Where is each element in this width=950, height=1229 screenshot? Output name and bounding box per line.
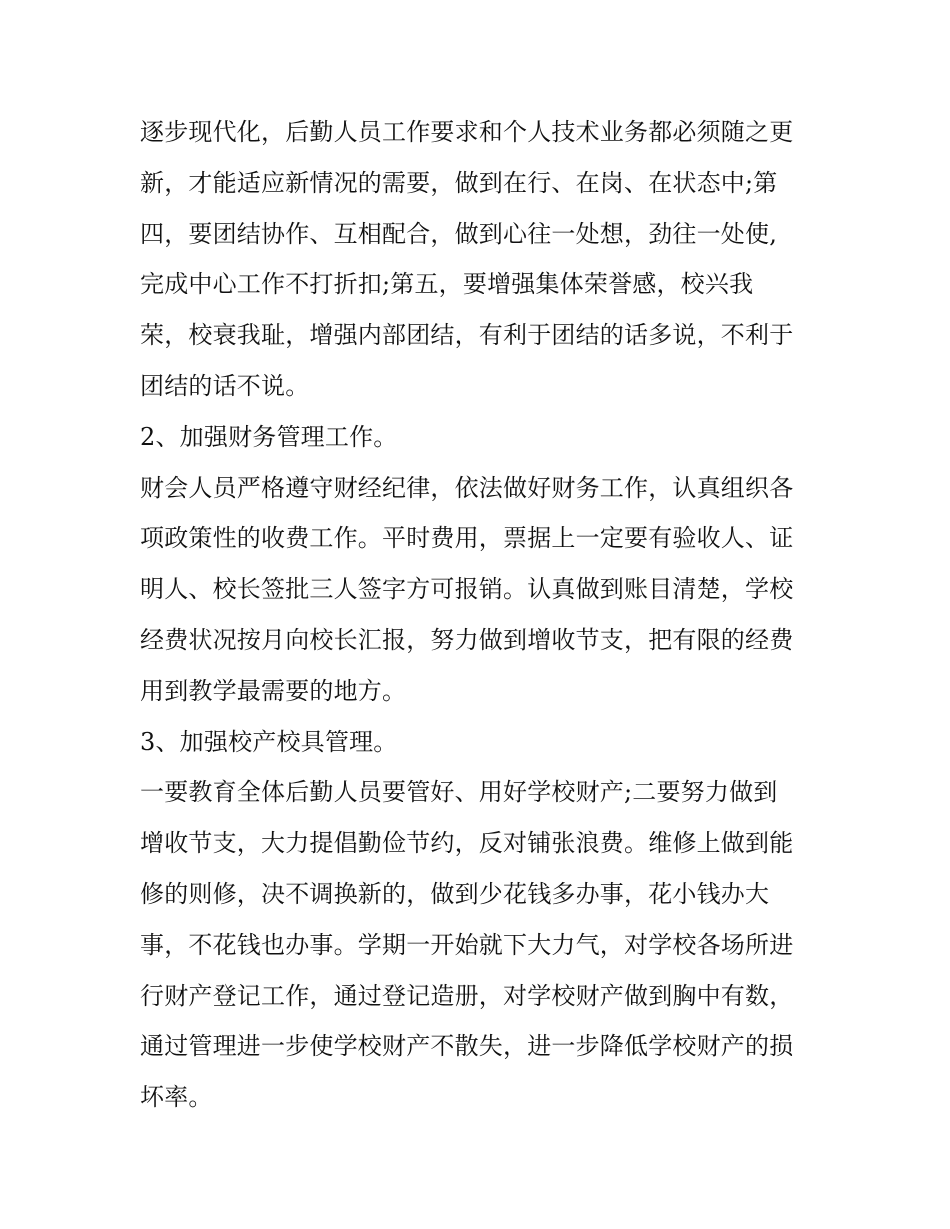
section-heading: 3、加强校产校具管理。 <box>140 727 398 756</box>
text-line: 经费状况按月向校长汇报，努力做到增收节支，把有限的经费 <box>140 625 794 654</box>
text-line: 通过管理进一步使学校财产不散失，进一步降低学校财产的损 <box>140 1032 794 1061</box>
text-line: 项政策性的收费工作。平时费用，票据上一定要有验收人、证 <box>140 524 794 553</box>
text-line: 明人、校长签批三人签字方可报销。认真做到账目清楚，学校 <box>140 575 794 604</box>
text-line: 团结的话不说。 <box>140 371 310 400</box>
text-line: 荣，校衰我耻，增强内部团结，有利于团结的话多说，不利于 <box>140 321 794 350</box>
text-line: 用到教学最需要的地方。 <box>140 676 407 705</box>
text-line: 一要教育全体后勤人员要管好、用好学校财产;二要努力做到 <box>140 778 778 807</box>
document-body <box>140 107 820 1123</box>
text-line: 财会人员严格遵守财经纪律，依法做好财务工作，认真组织各 <box>140 473 794 502</box>
text-line: 修的则修，决不调换新的，做到少花钱多办事，花小钱办大 <box>140 879 770 908</box>
text-line: 坏率。 <box>140 1083 213 1112</box>
text-line: 增收节支，大力提倡勤俭节约，反对铺张浪费。维修上做到能 <box>140 829 794 858</box>
text-line: 完成中心工作不打折扣;第五，要增强集体荣誉感，校兴我 <box>140 270 754 299</box>
text-line: 四，要团结协作、互相配合，做到心往一处想，劲往一处使, <box>140 219 778 248</box>
section-heading: 2、加强财务管理工作。 <box>140 422 398 451</box>
text-line: 行财产登记工作，通过登记造册，对学校财产做到胸中有数， <box>140 981 794 1010</box>
text-line: 事，不花钱也办事。学期一开始就下大力气，对学校各场所进 <box>140 930 794 959</box>
text-line: 新，才能适应新情况的需要，做到在行、在岗、在状态中;第 <box>140 168 778 197</box>
text-line: 逐步现代化，后勤人员工作要求和个人技术业务都必须随之更 <box>140 118 794 146</box>
